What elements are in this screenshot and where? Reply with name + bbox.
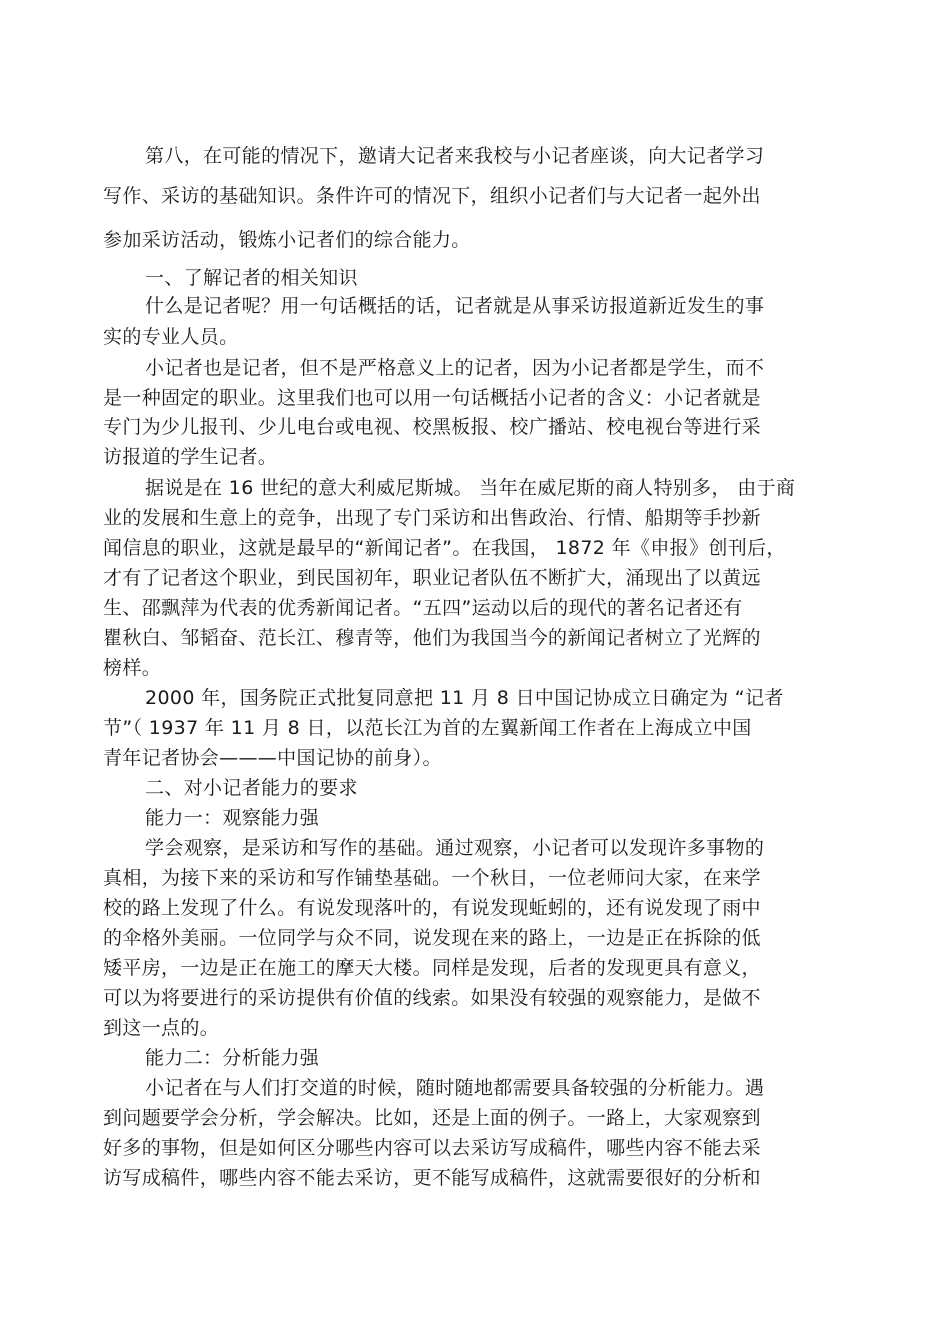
paragraph-line: 小记者也是记者，但不是严格意义上的记者，因为小记者都是学生，而不 — [145, 357, 765, 379]
paragraph-line: 第八，在可能的情况下，邀请大记者来我校与小记者座谈，向大记者学习 — [145, 145, 765, 167]
paragraph-line: 据说是在 16 世纪的意大利威尼斯城。 当年在威尼斯的商人特别多， 由于商 — [145, 477, 796, 499]
paragraph-line: 小记者在与人们打交道的时候，随时随地都需要具备较强的分析能力。遇 — [145, 1077, 765, 1099]
paragraph-line: 生、邵飘萍为代表的优秀新闻记者。“五四”运动以后的现代的著名记者还有 — [103, 597, 743, 619]
paragraph-line: 真相，为接下来的采访和写作铺垫基础。一个秋日，一位老师问大家，在来学 — [103, 867, 761, 889]
paragraph-line: 2000 年，国务院正式批复同意把 11 月 8 日中国记协成立日确定为 “记者 — [145, 687, 784, 709]
paragraph-line: 瞿秋白、邹韬奋、范长江、穆青等，他们为我国当今的新闻记者树立了光辉的 — [103, 627, 761, 649]
paragraph-line: 可以为将要进行的采访提供有价值的线索。如果没有较强的观察能力，是做不 — [103, 987, 761, 1009]
paragraph-line: 访写成稿件，哪些内容不能去采访，更不能写成稿件，这就需要很好的分析和 — [103, 1167, 761, 1189]
paragraph-line: 专门为少儿报刊、少儿电台或电视、校黑板报、校广播站、校电视台等进行采 — [103, 416, 761, 438]
paragraph-line: 榜样。 — [103, 657, 162, 679]
paragraph-line: 是一种固定的职业。这里我们也可以用一句话概括小记者的含义：小记者就是 — [103, 387, 761, 409]
paragraph-line: 矮平房，一边是正在施工的摩天大楼。同样是发现，后者的发现更具有意义， — [103, 957, 761, 979]
paragraph-line: 参加采访活动，锻炼小记者们的综合能力。 — [103, 229, 471, 251]
paragraph-line: 才有了记者这个职业，到民国初年，职业记者队伍不断扩大，涌现出了以黄远 — [103, 567, 761, 589]
paragraph-line: 写作、采访的基础知识。条件许可的情况下，组织小记者们与大记者一起外出 — [103, 185, 761, 207]
paragraph-line: 闻信息的职业，这就是最早的“新闻记者”。在我国， 1872 年《申报》创刊后， — [103, 537, 786, 559]
paragraph-line: 什么是记者呢？用一句话概括的话，记者就是从事采访报道新近发生的事 — [145, 295, 765, 317]
paragraph-line: 学会观察，是采访和写作的基础。通过观察，小记者可以发现许多事物的 — [145, 837, 765, 859]
paragraph-line: 青年记者协会———中国记协的前身）。 — [103, 747, 442, 769]
paragraph-line: 校的路上发现了什么。有说发现落叶的，有说发现蚯蚓的，还有说发现了雨中 — [103, 897, 761, 919]
paragraph-line: 节”（ 1937 年 11 月 8 日，以范长江为首的左翼新闻工作者在上海成立中国 — [103, 717, 752, 739]
section-heading: 二、对小记者能力的要求 — [145, 777, 358, 799]
paragraph-line: 业的发展和生意上的竞争，出现了专门采访和出售政治、行情、船期等手抄新 — [103, 507, 761, 529]
section-heading: 一、了解记者的相关知识 — [145, 267, 358, 289]
paragraph-line: 好多的事物，但是如何区分哪些内容可以去采访写成稿件，哪些内容不能去采 — [103, 1137, 761, 1159]
paragraph-line: 实的专业人员。 — [103, 326, 239, 348]
paragraph-line: 到问题要学会分析，学会解决。比如，还是上面的例子。一路上，大家观察到 — [103, 1107, 761, 1129]
paragraph-line: 访报道的学生记者。 — [103, 446, 278, 468]
paragraph-line: 的伞格外美丽。一位同学与众不同，说发现在来的路上，一边是正在拆除的低 — [103, 927, 761, 949]
paragraph-line: 到这一点的。 — [103, 1017, 220, 1039]
subsection-heading: 能力二：分析能力强 — [145, 1047, 320, 1069]
subsection-heading: 能力一：观察能力强 — [145, 807, 320, 829]
